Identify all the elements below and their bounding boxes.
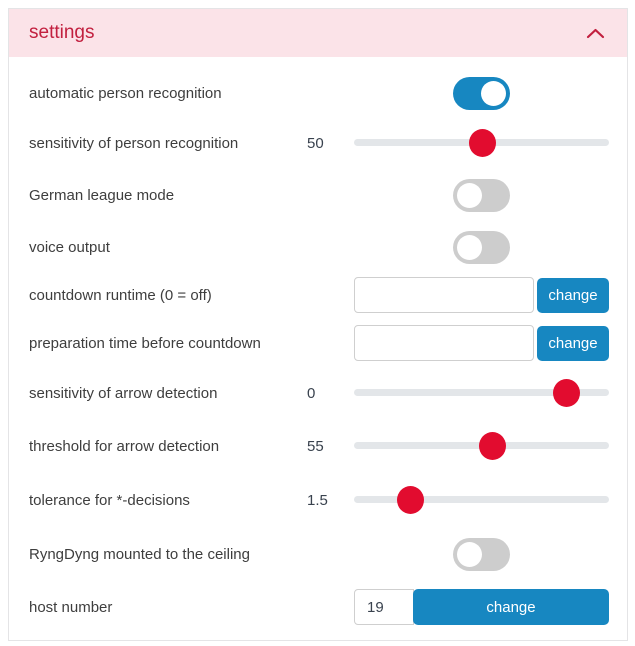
- setting-label: tolerance for *-decisions: [29, 491, 190, 509]
- row-automatic-person-recognition: [9, 67, 627, 119]
- row-ceiling-mount: [9, 527, 627, 581]
- setting-label: host number: [29, 598, 113, 616]
- row-sensitivity-arrow-detection: [9, 367, 627, 419]
- row-tolerance-decisions: [9, 473, 627, 527]
- slider-knob[interactable]: [397, 486, 424, 514]
- setting-label: German league mode: [29, 186, 175, 204]
- toggle-knob: [457, 542, 482, 567]
- row-sensitivity-person-recognition: [9, 119, 627, 167]
- ceiling-mount-toggle[interactable]: [453, 538, 510, 571]
- slider-value: 55: [307, 437, 324, 455]
- chevron-up-icon[interactable]: [586, 28, 605, 39]
- row-host-number: [9, 581, 627, 633]
- arrow-threshold-slider[interactable]: [354, 432, 609, 460]
- setting-label: automatic person recognition: [29, 84, 222, 102]
- countdown-runtime-input[interactable]: [354, 277, 534, 313]
- setting-label: sensitivity of arrow detection: [29, 384, 218, 402]
- preparation-time-input[interactable]: [354, 325, 534, 361]
- settings-body: [9, 57, 627, 633]
- setting-label: threshold for arrow detection: [29, 437, 220, 455]
- row-german-league-mode: [9, 167, 627, 223]
- countdown-runtime-change-button[interactable]: change: [537, 278, 609, 313]
- host-number-input[interactable]: [354, 589, 414, 625]
- slider-knob[interactable]: [469, 129, 496, 157]
- slider-value: 1.5: [307, 491, 328, 509]
- arrow-sensitivity-slider[interactable]: [354, 379, 609, 407]
- settings-panel: [8, 8, 628, 641]
- setting-label: voice output: [29, 238, 110, 256]
- preparation-time-change-button[interactable]: change: [537, 326, 609, 361]
- slider-track[interactable]: [354, 496, 609, 503]
- toggle-knob: [481, 81, 506, 106]
- toggle-knob: [457, 235, 482, 260]
- setting-label: preparation time before countdown: [29, 334, 261, 352]
- panel-title: settings: [29, 22, 95, 43]
- slider-value: 50: [307, 134, 324, 152]
- row-preparation-time: [9, 319, 627, 367]
- row-countdown-runtime: [9, 271, 627, 319]
- slider-knob[interactable]: [479, 432, 506, 460]
- german-league-mode-toggle[interactable]: [453, 179, 510, 212]
- automatic-person-recognition-toggle[interactable]: [453, 77, 510, 110]
- host-number-change-button[interactable]: change: [413, 589, 609, 625]
- voice-output-toggle[interactable]: [453, 231, 510, 264]
- settings-header[interactable]: [9, 9, 627, 57]
- tolerance-slider[interactable]: [354, 486, 609, 514]
- row-threshold-arrow-detection: [9, 419, 627, 473]
- row-voice-output: [9, 223, 627, 271]
- setting-label: sensitivity of person recognition: [29, 134, 239, 152]
- setting-label: RyngDyng mounted to the ceiling: [29, 545, 250, 563]
- person-sensitivity-slider[interactable]: [354, 129, 609, 157]
- toggle-knob: [457, 183, 482, 208]
- slider-knob[interactable]: [553, 379, 580, 407]
- setting-label: countdown runtime (0 = off): [29, 286, 212, 304]
- slider-value: 0: [307, 384, 316, 402]
